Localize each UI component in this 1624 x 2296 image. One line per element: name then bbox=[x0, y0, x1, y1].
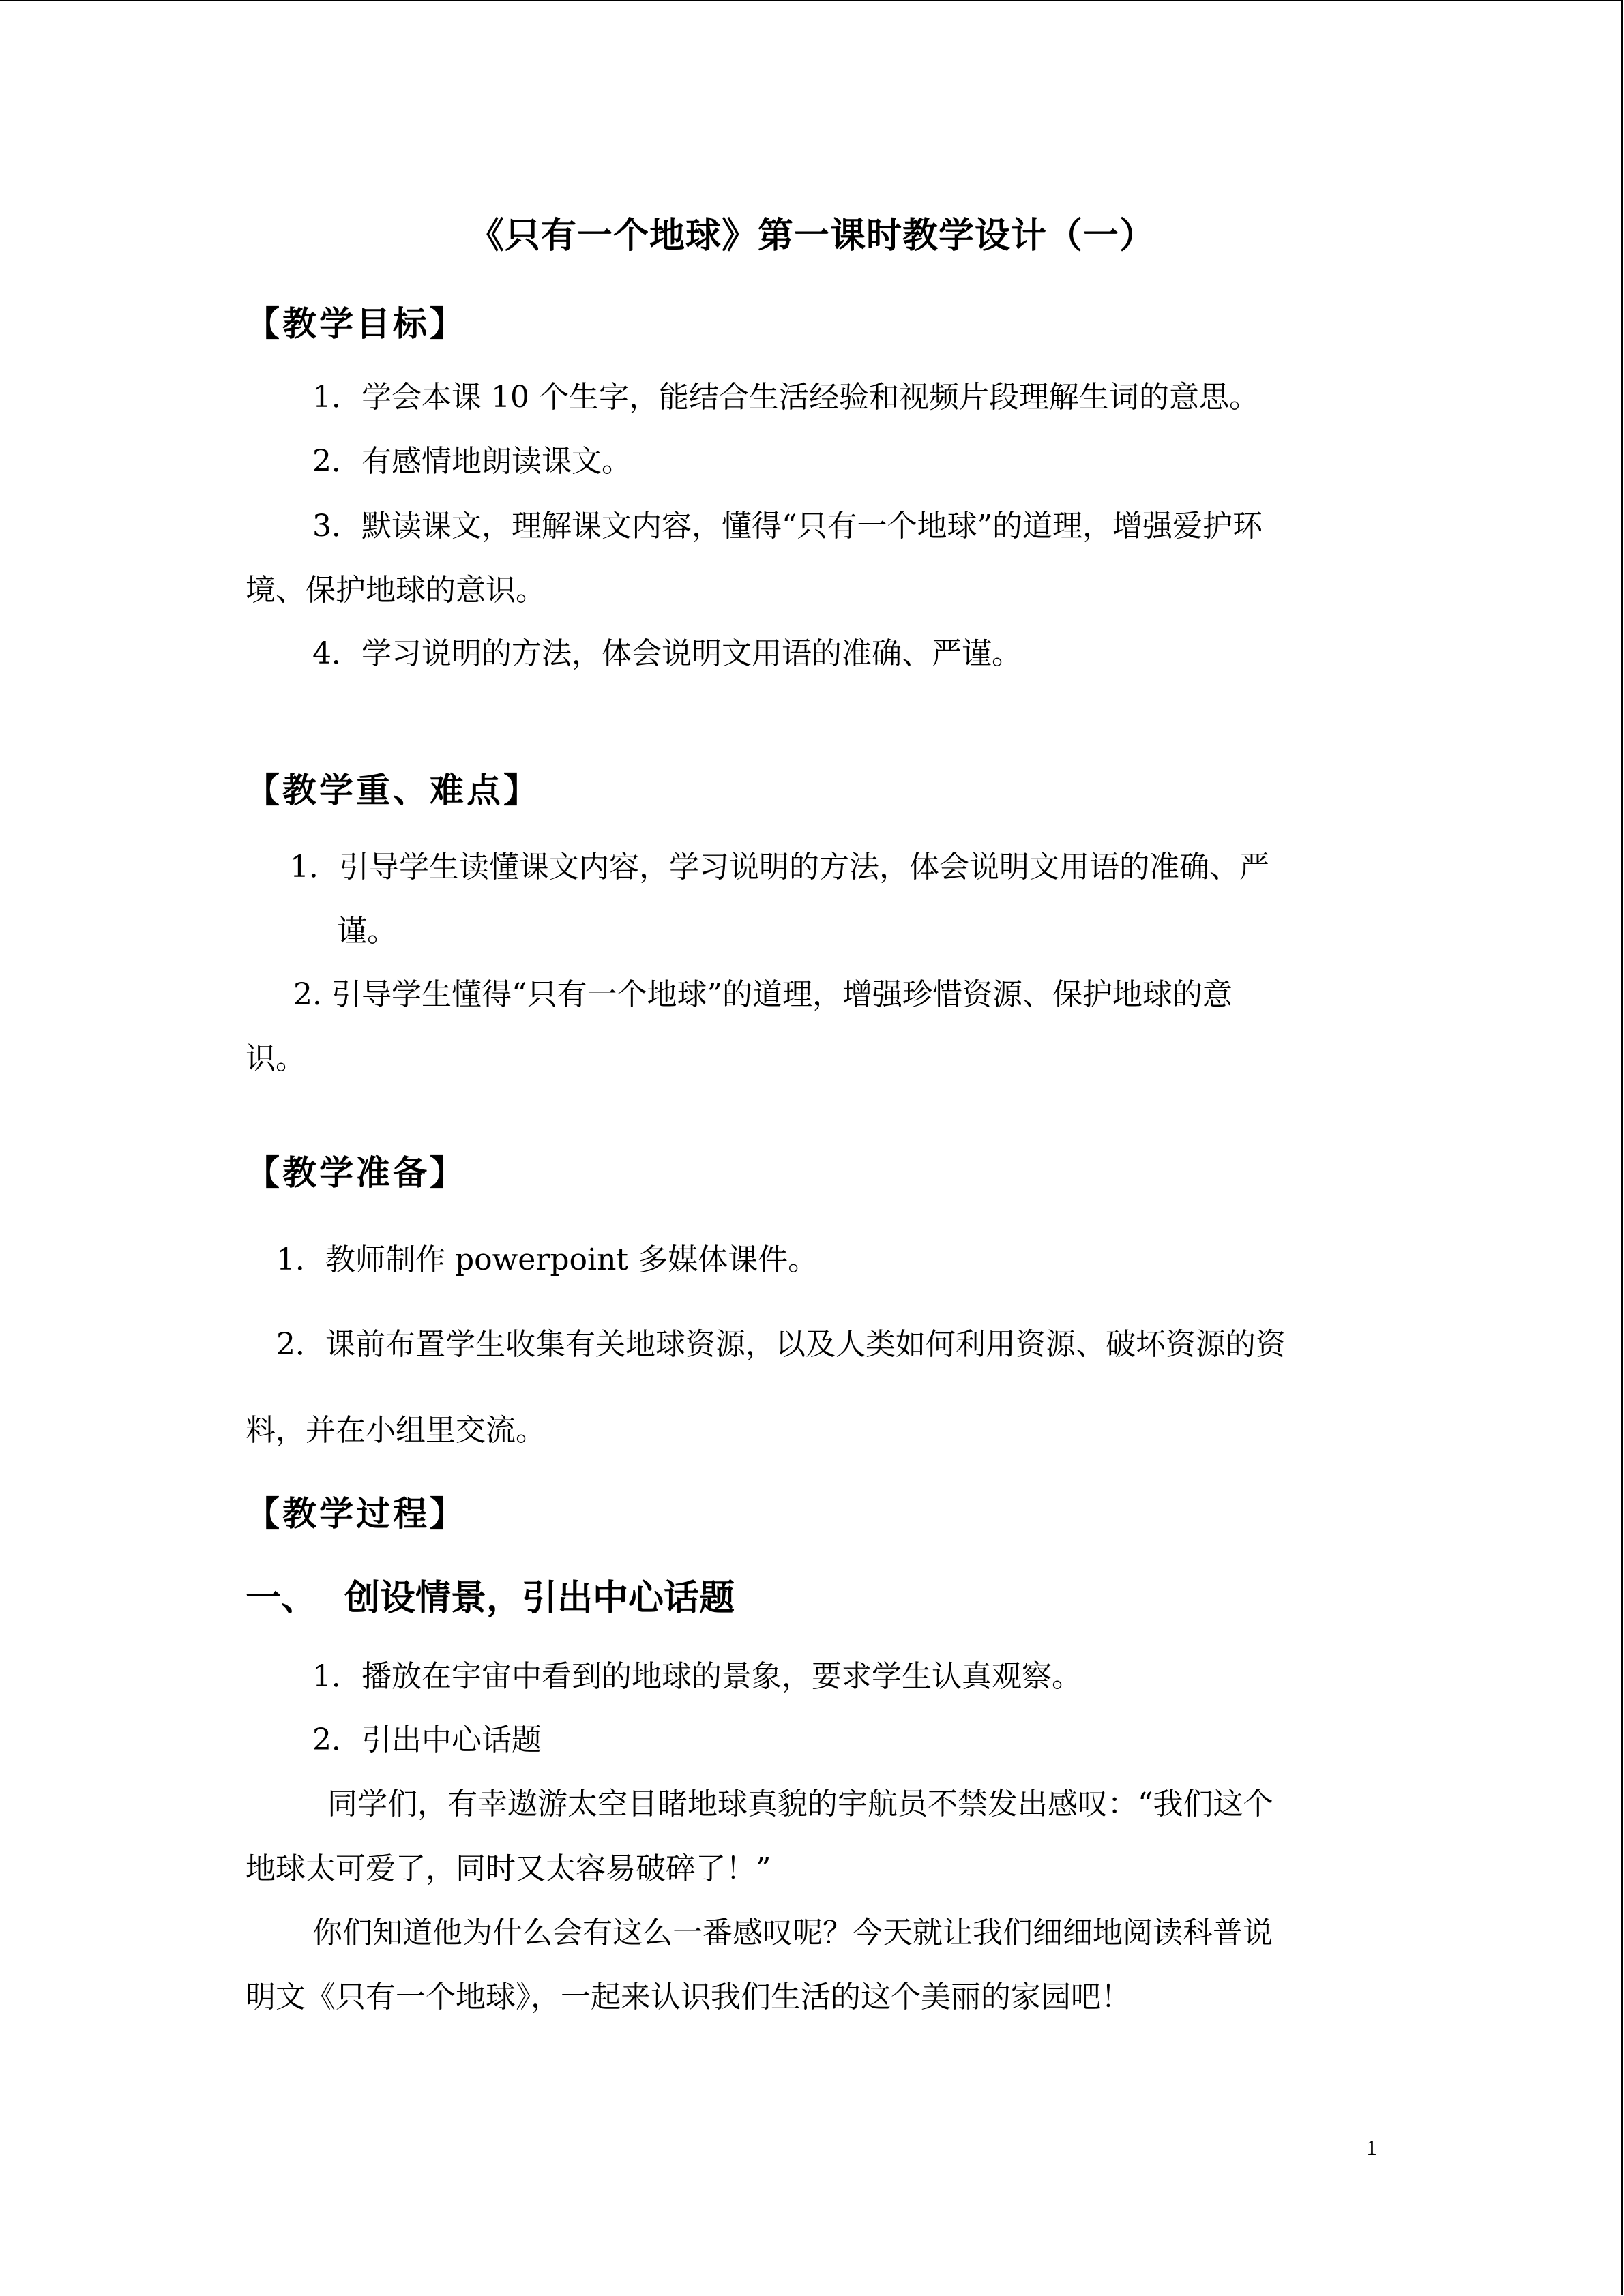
objective-line-1: 1．学会本课 10 个生字，能结合生活经验和视频片段理解生词的意思。 bbox=[312, 380, 1259, 415]
process-paragraph-1-line-2: 地球太可爱了，同时又太容易破碎了！” bbox=[246, 1851, 771, 1886]
heading-key-points: 【教学重、难点】 bbox=[246, 771, 540, 810]
process-paragraph-1-line-1: 同学们，有幸遨游太空目睹地球真貌的宇航员不禁发出感叹：“我们这个 bbox=[327, 1787, 1273, 1821]
process-line-2: 2．引出中心话题 bbox=[312, 1723, 542, 1757]
preparation-line-1: 1．教师制作 powerpoint 多媒体课件。 bbox=[276, 1242, 818, 1277]
document-title: 《只有一个地球》第一课时教学设计（一） bbox=[468, 215, 1155, 256]
preparation-line-2-cont: 料，并在小组里交流。 bbox=[246, 1413, 546, 1448]
page-number: 1 bbox=[1366, 2135, 1377, 2160]
objective-line-4: 4．学习说明的方法，体会说明文用语的准确、严谨。 bbox=[312, 636, 1022, 671]
section-heading bbox=[246, 1578, 735, 1619]
objective-line-2: 2．有感情地朗读课文。 bbox=[312, 444, 632, 479]
process-paragraph-2-line-1: 你们知道他为什么会有这么一番感叹呢？今天就让我们细细地阅读科普说 bbox=[312, 1915, 1273, 1950]
preparation-line-2: 2．课前布置学生收集有关地球资源，以及人类如何利用资源、破坏资源的资 bbox=[276, 1327, 1286, 1362]
key-point-line-2-cont: 识。 bbox=[246, 1041, 306, 1076]
section-number: 一、 bbox=[246, 1578, 317, 1619]
process-line-1: 1．播放在宇宙中看到的地球的景象，要求学生认真观察。 bbox=[312, 1659, 1082, 1694]
process-paragraph-2-line-2: 明文《只有一个地球》，一起来认识我们生活的这个美丽的家园吧！ bbox=[246, 1980, 1131, 2014]
objective-line-3: 3．默读课文，理解课文内容，懂得“只有一个地球”的道理，增强爱护环 bbox=[312, 509, 1263, 543]
key-point-line-2: 2. 引导学生懂得“只有一个地球”的道理，增强珍惜资源、保护地球的意 bbox=[293, 977, 1232, 1012]
heading-preparation: 【教学准备】 bbox=[246, 1153, 467, 1193]
key-point-line-1: 1．引导学生读懂课文内容，学习说明的方法，体会说明文用语的准确、严 bbox=[290, 850, 1269, 884]
key-point-line-1-cont: 谨。 bbox=[337, 914, 397, 949]
heading-objectives: 【教学目标】 bbox=[246, 304, 467, 344]
section-title: 创设情景，引出中心话题 bbox=[344, 1578, 735, 1619]
objective-line-3-cont: 境、保护地球的意识。 bbox=[246, 573, 546, 608]
heading-process: 【教学过程】 bbox=[246, 1494, 467, 1534]
